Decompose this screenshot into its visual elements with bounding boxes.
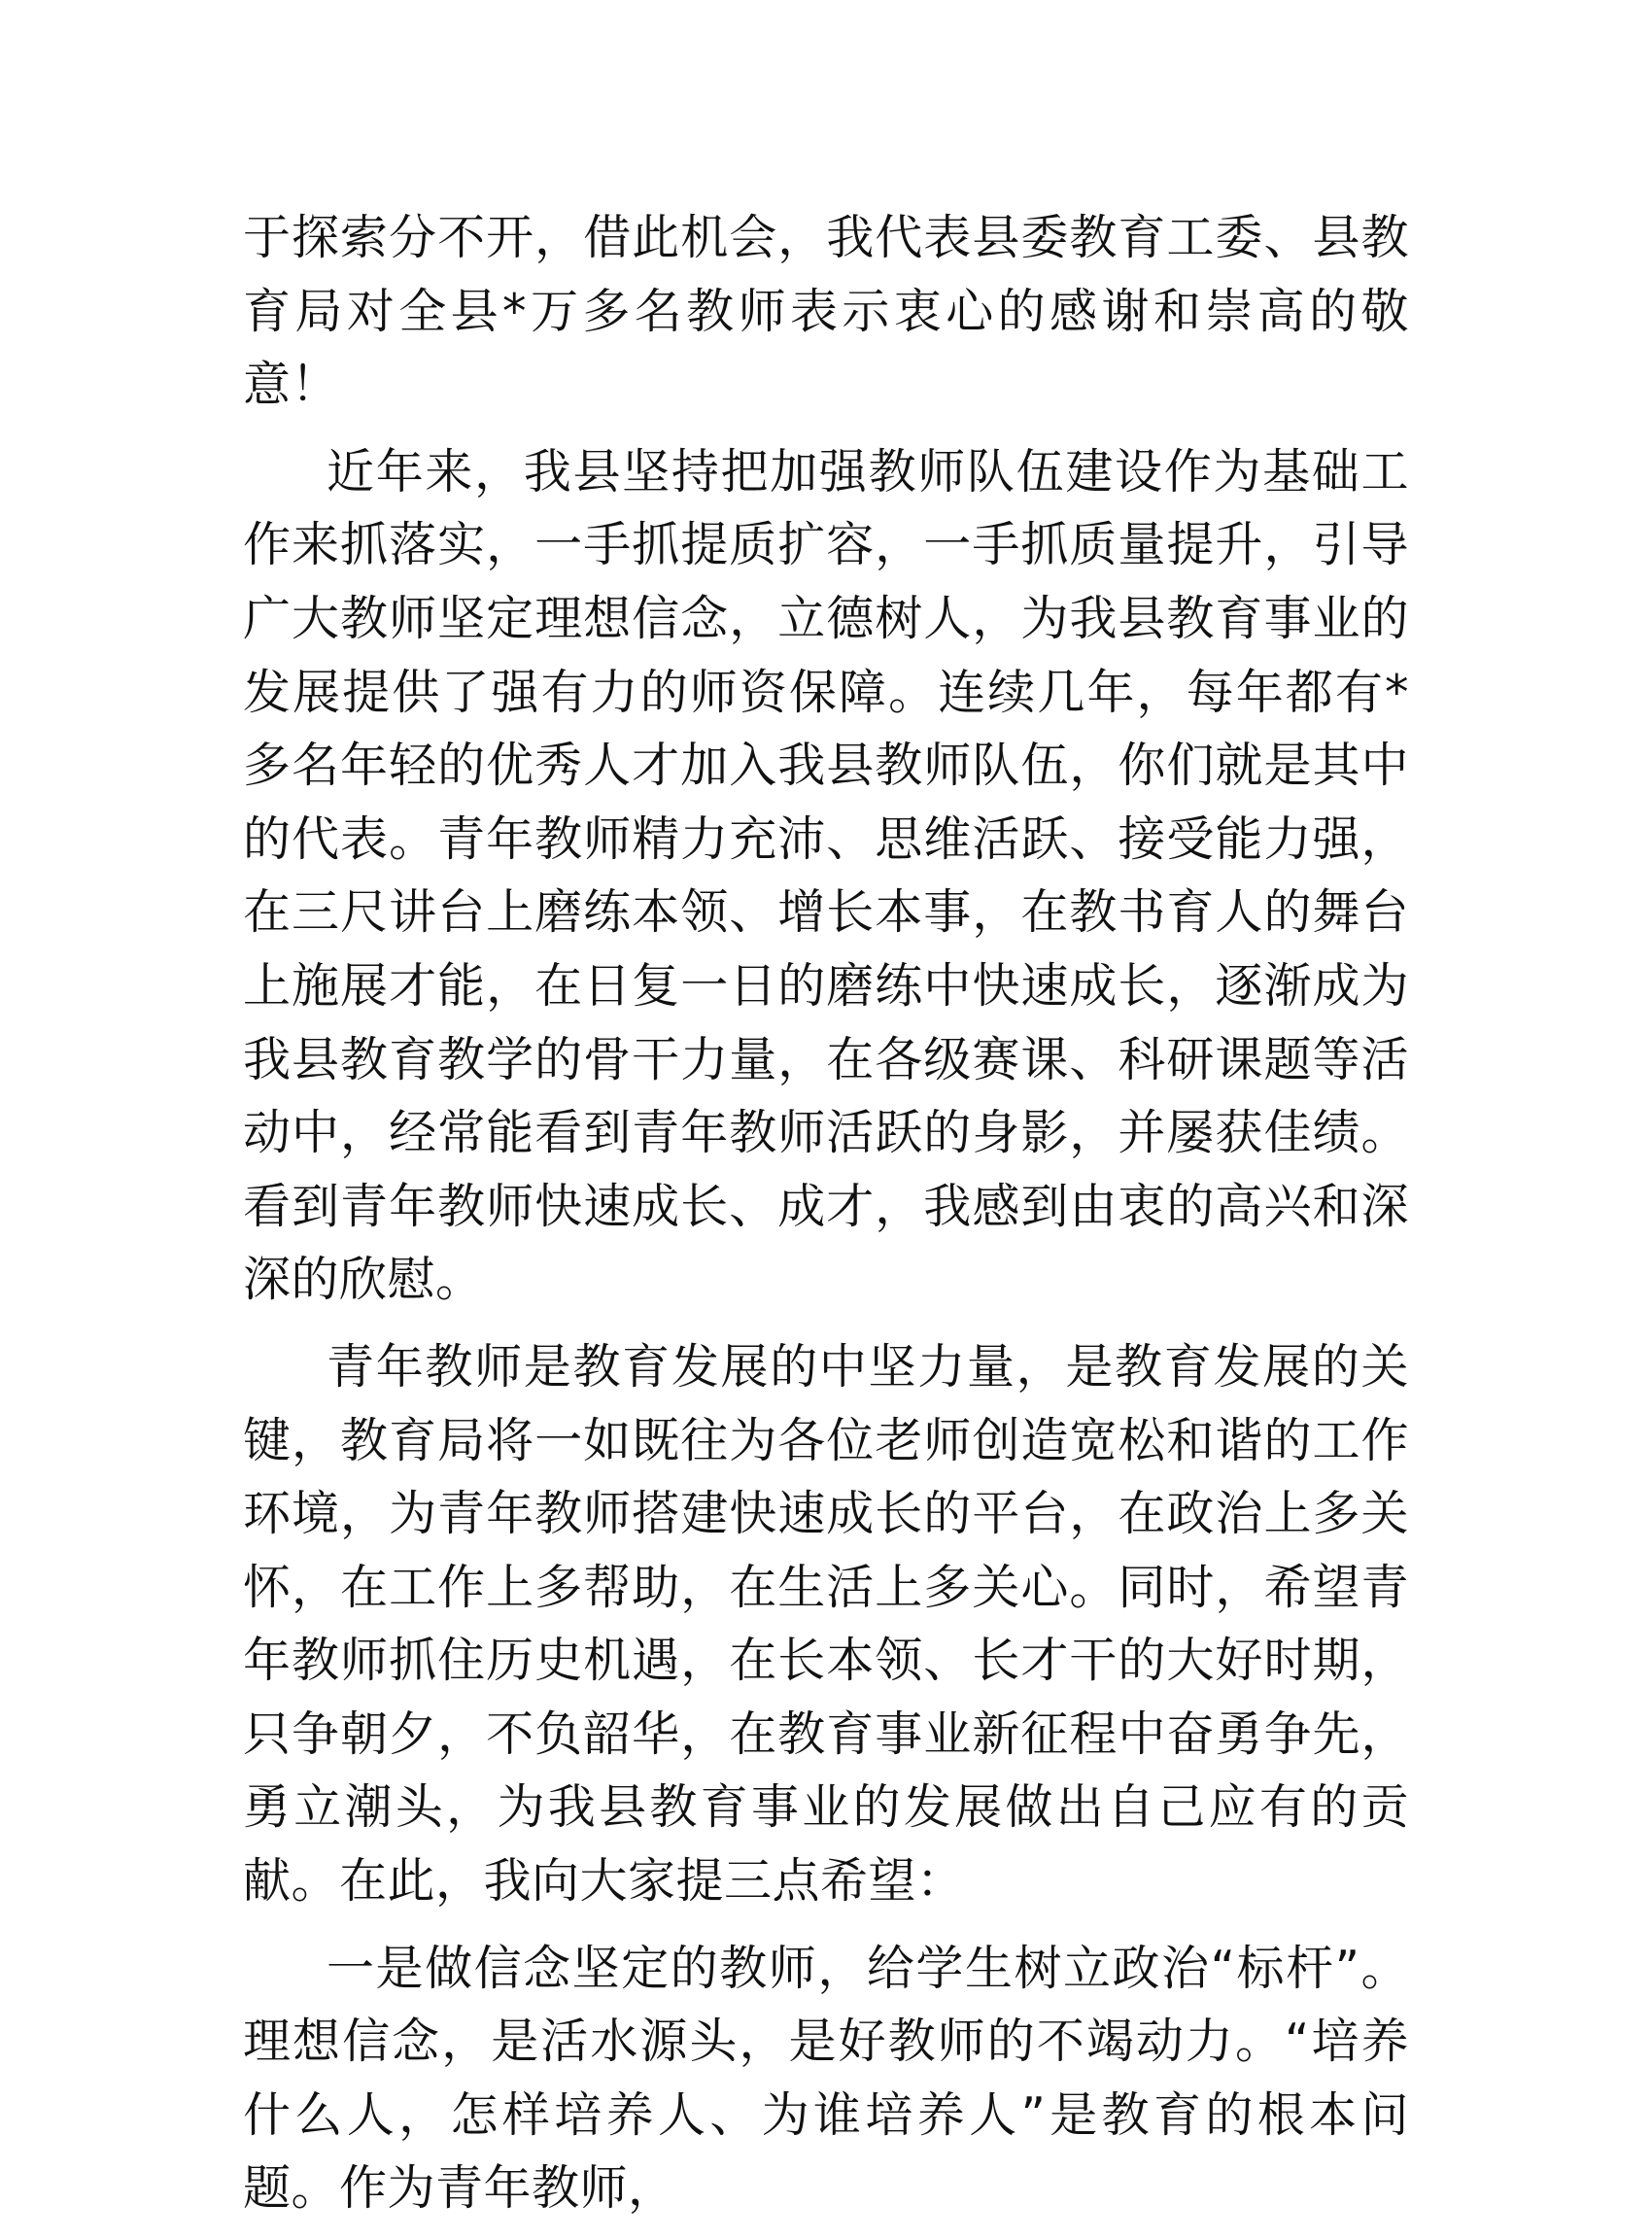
paragraph-first-hope: 一是做信念坚定的教师，给学生树立政治“标杆”。理想信念，是活水源头，是好教师的不竭动力。“培养什么人，怎样培养人、为谁培养人”是教育的根本问题。作为青年教师， <box>243 1940 1409 2217</box>
document-body <box>243 201 1409 2239</box>
paragraph-continuation: 于探索分不开，借此机会，我代表县委教育工委、县教育局对全县*万多名教师表示衷心的感谢和崇高的敬意！ <box>243 210 1409 413</box>
paragraph-teacher-team-building: 近年来，我县坚持把加强教师队伍建设作为基础工作来抓落实，一手抓提质扩容，一手抓质量提升，引导广大教师坚定理想信念，立德树人，为我县教育事业的发展提供了强有力的师资保障。连续几年，每年都有*多名年轻的优秀人才加入我县教师队伍，你们就是其中的代表。青年教师精力充沛、思维活跃、接受能力强，在三尺讲台上磨练本领、增长本事，在教书育人的舞台上施展才能，在日复一日的磨练中快速成长，逐渐成为我县教育教学的骨干力量，在各级赛课、科研课题等活动中，经常能看到青年教师活跃的身影，并屡获佳绩。看到青年教师快速成长、成才，我感到由衷的高兴和深深的欣慰。 <box>243 443 1409 1308</box>
paragraph-young-teachers-hopes: 青年教师是教育发展的中坚力量，是教育发展的关键，教育局将一如既往为各位老师创造宽松和谐的工作环境，为青年教师搭建快速成长的平台，在政治上多关怀，在工作上多帮助，在生活上多关心。同时，希望青年教师抓住历史机遇，在长本领、长才干的大好时期，只争朝夕，不负韶华，在教育事业新征程中奋勇争先，勇立潮头，为我县教育事业的发展做出自己应有的贡献。在此，我向大家提三点希望： <box>243 1338 1409 1910</box>
